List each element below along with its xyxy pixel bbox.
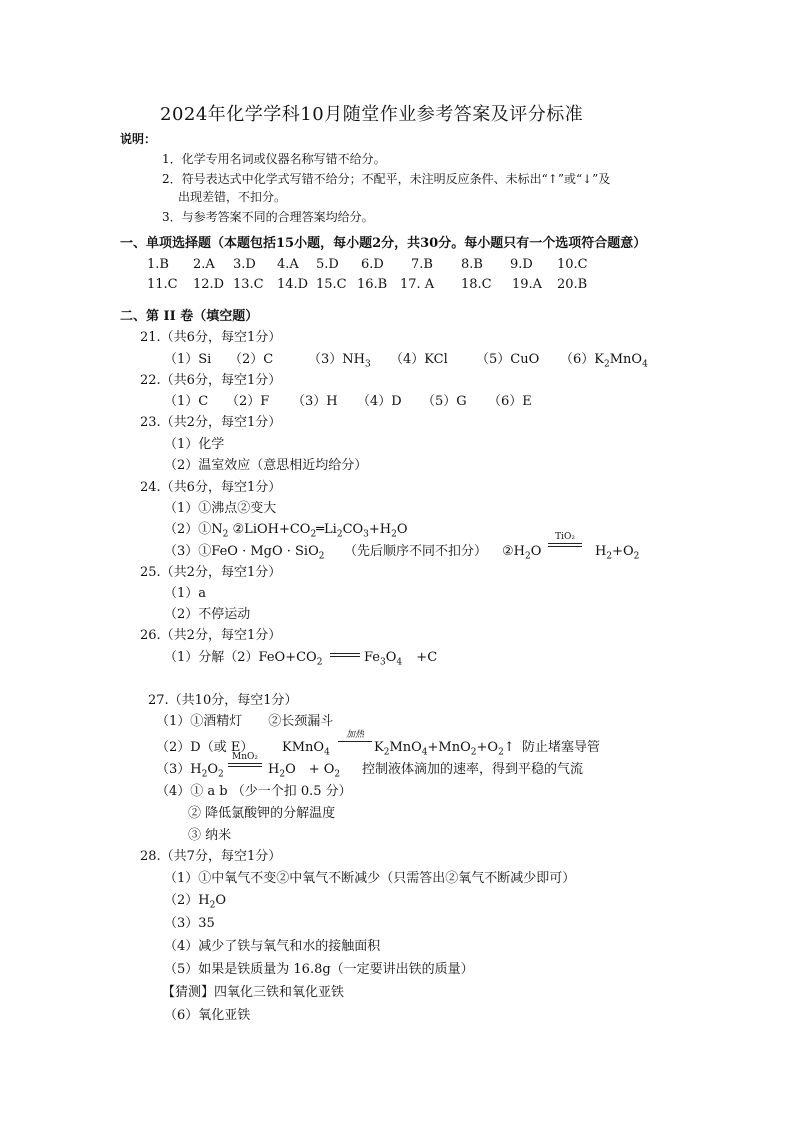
q21-answer-4: （4）KCl: [390, 352, 448, 367]
q21-answer-6: $(6)K_2MnO_4$: [560, 352, 648, 370]
answer-2: 2.A: [193, 257, 215, 272]
q26-answer-1: （1）分解$(2)FeO+CO_2$: [164, 650, 323, 668]
q25-answer-2: （2）不停运动: [164, 607, 251, 622]
q27-head: 27.（共10分，每空1分）: [148, 693, 298, 708]
note-item-1: 1．化学专用名词或仪器名称写错不给分。: [162, 152, 386, 166]
answer-10: 10.C: [557, 257, 588, 272]
q27-answer-3-products: $H_2O$ + $O_2$: [268, 762, 341, 780]
q27-heat-arrow: [338, 730, 372, 742]
q27-catalyst-label: MnO₂: [232, 752, 258, 762]
q24-answer-3-note: （先后顺序不同不扣分）: [344, 544, 488, 559]
q27-answer-4c: ③ 纳米: [188, 828, 232, 843]
q22-answer-2: （2）F: [226, 394, 270, 409]
q25-answer-1: （1）a: [164, 586, 207, 601]
answer-18: 18.C: [461, 277, 492, 292]
q26-reaction-arrow: [330, 652, 360, 657]
q22-answer-5: （5）G: [422, 394, 467, 409]
q24-answer-3-products: $H_2+O_2$: [595, 544, 640, 562]
answer-4: 4.A: [277, 257, 299, 272]
q22-answer-4: （4）D: [357, 394, 402, 409]
answer-1: 1.B: [147, 257, 169, 272]
answer-14: 14.D: [277, 277, 309, 292]
q24-reaction-arrow: [548, 532, 582, 547]
answer-17: 17. A: [400, 277, 435, 292]
q23-answer-2: （2）温室效应（意思相近均给分）: [164, 458, 368, 473]
q24-head: 24.（共6分，每空1分）: [140, 480, 282, 495]
q25-head: 25.（共2分，每空1分）: [140, 565, 282, 580]
q28-answer-2: $(2)H_2O$: [164, 893, 227, 911]
q23-answer-1: （1）化学: [164, 437, 225, 452]
q27-catalyst-arrow: [228, 752, 262, 767]
q27-answer-2-products: $K_2MnO_4+MnO_2+O_2↑$: [374, 740, 515, 758]
q21-head: 21.（共6分，每空1分）: [140, 330, 282, 345]
q27-answer-2-reactant: KMnO$_4$: [282, 740, 330, 758]
q28-answer-6: （6）氧化亚铁: [164, 1008, 251, 1023]
q21-answer-2: （2）C: [229, 352, 274, 367]
q27-answer-4b: ② 降低氯酸钾的分解温度: [188, 806, 336, 821]
q26-answer-1-products: $Fe_3O_4 +C$: [364, 650, 438, 668]
q27-answer-4: （4）① a b （少一个扣 0.5 分）: [156, 784, 352, 799]
q21-answer-1: （1）Si: [164, 352, 212, 367]
section2-heading: 二、第 II 卷（填空题）: [120, 309, 259, 324]
q24-answer-3: （3）①FeO · MgO · SiO$_2$: [164, 544, 325, 562]
q21-answer-3: $(3)NH_3$: [308, 352, 371, 370]
q28-answer-4: （4）减少了铁与氧气和水的接触面积: [164, 939, 381, 954]
answer-7: 7.B: [411, 257, 433, 272]
q27-answer-3-reason: 控制液体滴加的速率，得到平稳的气流: [362, 762, 584, 777]
answer-8: 8.B: [461, 257, 483, 272]
answer-13: 13.C: [233, 277, 264, 292]
note-heading: 说明：: [120, 132, 157, 146]
q28-answer-1: （1）①中氧气不变②中氧气不断减少（只需答出②氧气不断减少即可）: [164, 871, 576, 886]
answer-12: 12.D: [193, 277, 225, 292]
q24-catalyst-label: TiO₂: [555, 532, 575, 542]
answer-6: 6.D: [361, 257, 384, 272]
answer-19: 19.A: [512, 277, 543, 292]
note-item-2-cont: 出现差错，不扣分。: [178, 190, 287, 204]
note-item-2: 2．符号表达式中化学式写错不给分；不配平，未注明反应条件、未标出“↑”或“↓”及: [162, 172, 611, 186]
answer-15: 15.C: [316, 277, 347, 292]
q22-answer-6: （6）E: [488, 394, 532, 409]
note-item-3: 3．与参考答案不同的合理答案均给分。: [162, 210, 374, 224]
q27-heat-label: 加热: [345, 730, 364, 740]
q22-answer-3: （3）H: [292, 394, 338, 409]
q24-answer-2: $(2)①N_2$ $②LiOH+CO_2═Li_2CO_3+H_2O$: [164, 522, 408, 540]
q28-head: 28.（共7分，每空1分）: [140, 849, 282, 864]
q27-answer-2: （2）D（或 E）: [156, 740, 254, 755]
q28-answer-5: （5）如果是铁质量为 16.8g（一定要讲出铁的质量）: [164, 962, 474, 977]
q21-answer-5: （5）CuO: [476, 352, 540, 367]
q27-answer-1: （1）①酒精灯 ②长颈漏斗: [156, 714, 334, 729]
q24-answer-3-equation: $②H_2O$: [502, 544, 542, 562]
q27-answer-3: $(3)H_2O_2$: [156, 762, 224, 780]
q23-head: 23.（共2分，每空1分）: [140, 415, 282, 430]
answer-20: 20.B: [557, 277, 588, 292]
q26-head: 26.（共2分，每空1分）: [140, 628, 282, 643]
answer-11: 11.C: [147, 277, 178, 292]
q27-answer-2-reason: 防止堵塞导管: [522, 740, 601, 755]
q22-answer-1: （1）C: [164, 394, 209, 409]
answer-9: 9.D: [510, 257, 533, 272]
q28-guess: 【猜测】四氧化三铁和氧化亚铁: [162, 985, 345, 1000]
q22-head: 22.（共6分，每空1分）: [140, 373, 282, 388]
section1-heading: 一、单项选择题（本题包括15小题，每小题2分，共30分。每小题只有一个选项符合题意）: [120, 236, 647, 251]
answer-3: 3.D: [233, 257, 256, 272]
q28-answer-3: （3）35: [164, 916, 215, 931]
answer-16: 16.B: [357, 277, 388, 292]
answer-5: 5.D: [316, 257, 339, 272]
q24-answer-1: （1）①沸点②变大: [164, 501, 277, 516]
page-title: 2024年化学学科10月随堂作业参考答案及评分标准: [160, 104, 584, 125]
